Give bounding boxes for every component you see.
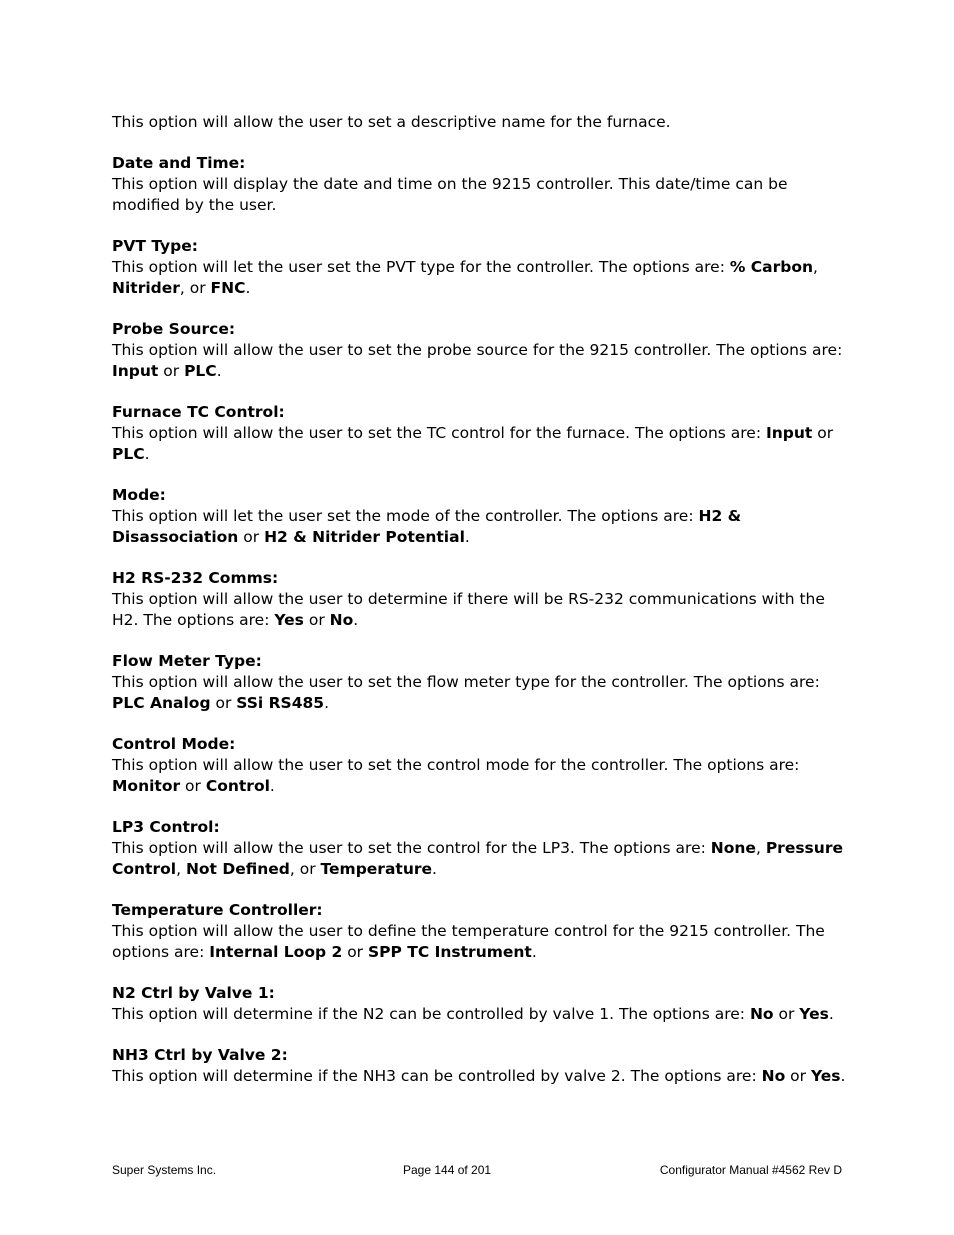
body-text: . — [432, 860, 437, 878]
option-value: PLC — [112, 445, 145, 463]
option-value: None — [710, 839, 756, 857]
body-text: This option will allow the user to set the control mode for the controller. The options are: — [112, 756, 800, 774]
body-text: This option will allow the user to set the probe source for the 9215 controller. The options are: — [112, 341, 843, 359]
option-value: PLC — [184, 362, 217, 380]
option-value: Monitor — [112, 777, 181, 795]
page-footer — [112, 1162, 842, 1178]
section-body — [112, 340, 852, 382]
footer-manual-id: Configurator Manual #4562 Rev D — [659, 1163, 842, 1177]
body-text: This option will let the user set the PVT type for the controller. The options are: — [112, 258, 730, 276]
option-value: H2 & Disassociation — [112, 507, 742, 546]
section-body — [112, 838, 852, 880]
body-text: This option will let the user set the mode of the controller. The options are: — [112, 507, 699, 525]
footer-company: Super Systems Inc. — [112, 1163, 217, 1177]
body-text: This option will allow the user to set the TC control for the furnace. The options are: — [112, 424, 766, 442]
option-value: FNC — [210, 279, 246, 297]
intro-paragraph: This option will allow the user to set a descriptive name for the furnace. — [112, 113, 671, 131]
option-value: Temperature — [320, 860, 433, 878]
option-value: SSi RS485 — [236, 694, 325, 712]
body-text: or — [812, 424, 834, 442]
option-section — [112, 402, 852, 465]
option-section — [112, 153, 852, 216]
section-body — [112, 257, 852, 299]
body-text: This option will allow the user to set the flow meter type for the controller. The options are: — [112, 673, 820, 691]
option-value: Input — [766, 424, 813, 442]
body-text: or — [303, 611, 330, 629]
option-section — [112, 319, 852, 382]
option-value: Yes — [799, 1005, 829, 1023]
body-text: . — [245, 279, 251, 297]
section-body — [112, 1066, 852, 1087]
section-heading: Furnace TC Control: — [112, 403, 285, 421]
section-heading: Date and Time: — [112, 154, 246, 172]
option-value: Internal Loop 2 — [209, 943, 343, 961]
section-heading: NH3 Ctrl by Valve 2: — [112, 1046, 288, 1064]
body-text: or — [238, 528, 265, 546]
section-heading: Probe Source: — [112, 320, 236, 338]
section-heading: Mode: — [112, 486, 166, 504]
option-section — [112, 817, 852, 880]
option-section — [112, 651, 852, 714]
option-value: Pressure Control — [112, 839, 843, 878]
section-body — [112, 672, 852, 714]
body-text: . — [464, 528, 470, 546]
option-value: Yes — [810, 1067, 841, 1085]
body-text: . — [353, 611, 359, 629]
body-text: . — [828, 1005, 834, 1023]
section-body — [112, 589, 852, 631]
section-heading: Flow Meter Type: — [112, 652, 262, 670]
option-value: PLC Analog — [112, 694, 211, 712]
page-content — [112, 112, 852, 1107]
body-text: or — [342, 943, 368, 961]
body-text: or — [773, 1005, 800, 1023]
body-text: or — [158, 362, 185, 380]
section-body — [112, 755, 852, 797]
option-value: Input — [112, 362, 159, 380]
option-value: Yes — [274, 611, 304, 629]
section-body — [112, 506, 852, 548]
option-value: Nitrider — [112, 279, 180, 297]
section-heading: LP3 Control: — [112, 818, 220, 836]
section-heading: PVT Type: — [112, 237, 198, 255]
body-text: or — [785, 1067, 811, 1085]
section-body — [112, 423, 852, 465]
section-body — [112, 1004, 852, 1025]
body-text: This option will determine if the N2 can be controlled by valve 1. The options are: — [112, 1005, 750, 1023]
body-text: This option will display the date and time on the 9215 controller. This date/time can be modified by the user. — [112, 175, 788, 214]
body-text: This option will allow the user to determine if there will be RS-232 communications with the H2. The options are: — [112, 590, 825, 629]
option-value: Not Defined — [185, 860, 290, 878]
body-text: This option will determine if the NH3 can be controlled by valve 2. The options are: — [112, 1067, 762, 1085]
body-text: , — [176, 860, 186, 878]
section-heading: N2 Ctrl by Valve 1: — [112, 984, 275, 1002]
body-text: . — [269, 777, 275, 795]
option-value: SPP TC Instrument — [367, 943, 532, 961]
option-section — [112, 900, 852, 963]
option-value: % Carbon — [729, 258, 814, 276]
option-value: No — [329, 611, 354, 629]
body-text: . — [531, 943, 537, 961]
body-text: . — [216, 362, 222, 380]
option-section — [112, 1045, 852, 1087]
body-text: This option will allow the user to define the temperature control for the 9215 controller. The options are: — [112, 922, 825, 961]
body-text: . — [840, 1067, 846, 1085]
body-text: or — [210, 694, 237, 712]
body-text: , or — [289, 860, 321, 878]
body-text: or — [180, 777, 206, 795]
section-heading: Control Mode: — [112, 735, 236, 753]
section-heading: Temperature Controller: — [112, 901, 323, 919]
option-value: No — [749, 1005, 774, 1023]
option-section — [112, 734, 852, 797]
section-body — [112, 174, 852, 216]
body-text: , — [755, 839, 766, 857]
option-value: H2 & Nitrider Potential — [264, 528, 465, 546]
body-text: . — [324, 694, 330, 712]
section-heading: H2 RS-232 Comms: — [112, 569, 279, 587]
body-text: , or — [179, 279, 211, 297]
body-text: , — [813, 258, 818, 276]
option-value: Control — [205, 777, 270, 795]
option-value: No — [761, 1067, 786, 1085]
option-section — [112, 983, 852, 1025]
footer-page-number: Page 144 of 201 — [403, 1163, 492, 1177]
option-section — [112, 568, 852, 631]
body-text: . — [144, 445, 150, 463]
option-section — [112, 236, 852, 299]
option-section — [112, 485, 852, 548]
body-text: This option will allow the user to set the control for the LP3. The options are: — [112, 839, 711, 857]
option-sections — [112, 153, 852, 1087]
section-body — [112, 921, 852, 963]
